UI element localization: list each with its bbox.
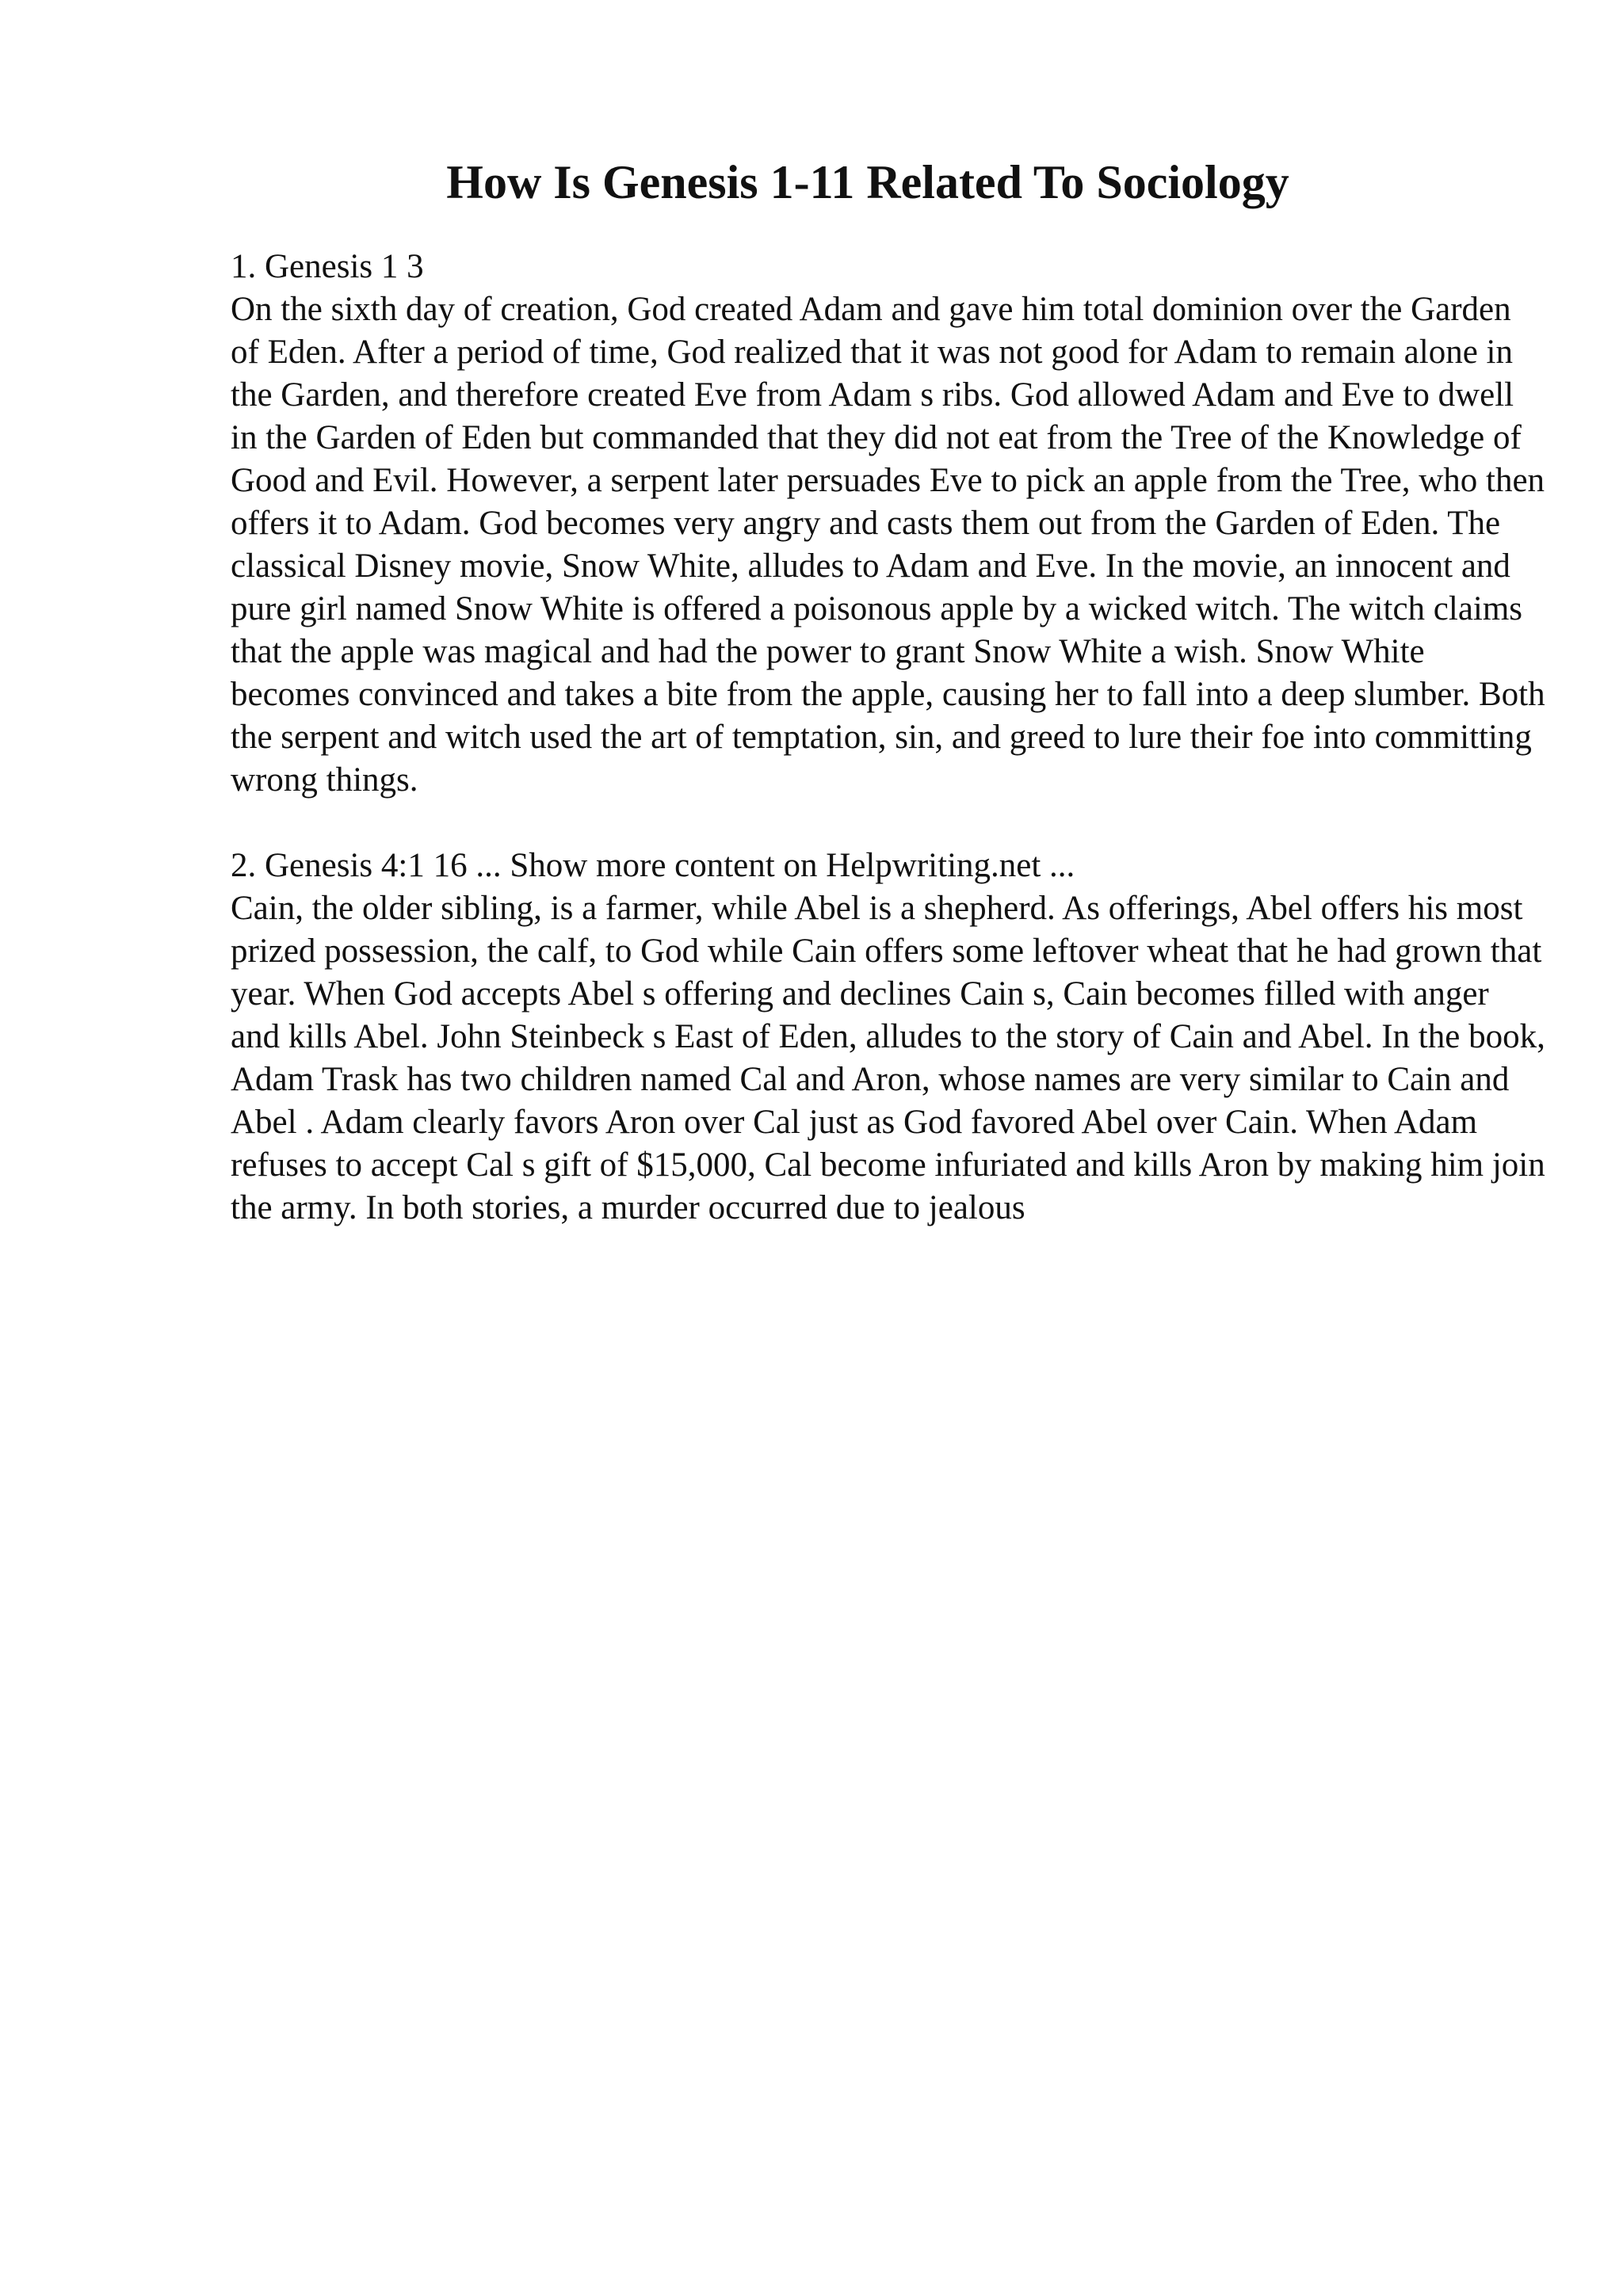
- document-title: How Is Genesis 1-11 Related To Sociology: [446, 156, 1289, 208]
- document-content: [231, 246, 1546, 1272]
- section-genesis-4: [231, 845, 1546, 1230]
- section-body: On the sixth day of creation, God created Adam and gave him total dominion over the Garden of Eden. After a period of time, God realized that it was not good for Adam to remain alone in the Garden, and therefore created Eve from Adam s ribs. God allowed Adam and Eve to dwell in the Garden of Eden but commanded that they did not eat from the Tree of the Knowledge of Good and Evil. However, a serpent later persuades Eve to pick an apple from the Tree, who then offers it to Adam. God becomes very angry and casts them out from the Garden of Eden. The classical Disney movie, Snow White, alludes to Adam and Eve. In the movie, an innocent and pure girl named Snow White is offered a poisonous apple by a wicked witch. The witch claims that the apple was magical and had the power to grant Snow White a wish. Snow White becomes convinced and takes a bite from the apple, causing her to fall into a deep slumber. Both the serpent and witch used the art of temptation, sin, and greed to lure their foe into committing wrong things.: [231, 291, 1545, 799]
- section-heading: 1. Genesis 1 3: [231, 248, 424, 285]
- section-body: Cain, the older sibling, is a farmer, while Abel is a shepherd. As offerings, Abel offers his most prized possession, the calf, to God while Cain offers some leftover wheat that he had grown that year. When God accepts Abel s offering and declines Cain s, Cain becomes filled with anger and kills Abel. John Steinbeck s East of Eden, alludes to the story of Cain and Abel. In the book, Adam Trask has two children named Cal and Aron, whose names are very similar to Cain and Abel . Adam clearly favors Aron over Cal just as God favored Abel over Cain. When Adam refuses to accept Cal s gift of $15,000, Cal become infuriated and kills Aron by making him join the army. In both stories, a murder occurred due to jealous: [231, 890, 1545, 1226]
- section-genesis-1-3: [231, 246, 1546, 802]
- section-heading: 2. Genesis 4:1 16 ... Show more content on Helpwriting.net ...: [231, 847, 1075, 884]
